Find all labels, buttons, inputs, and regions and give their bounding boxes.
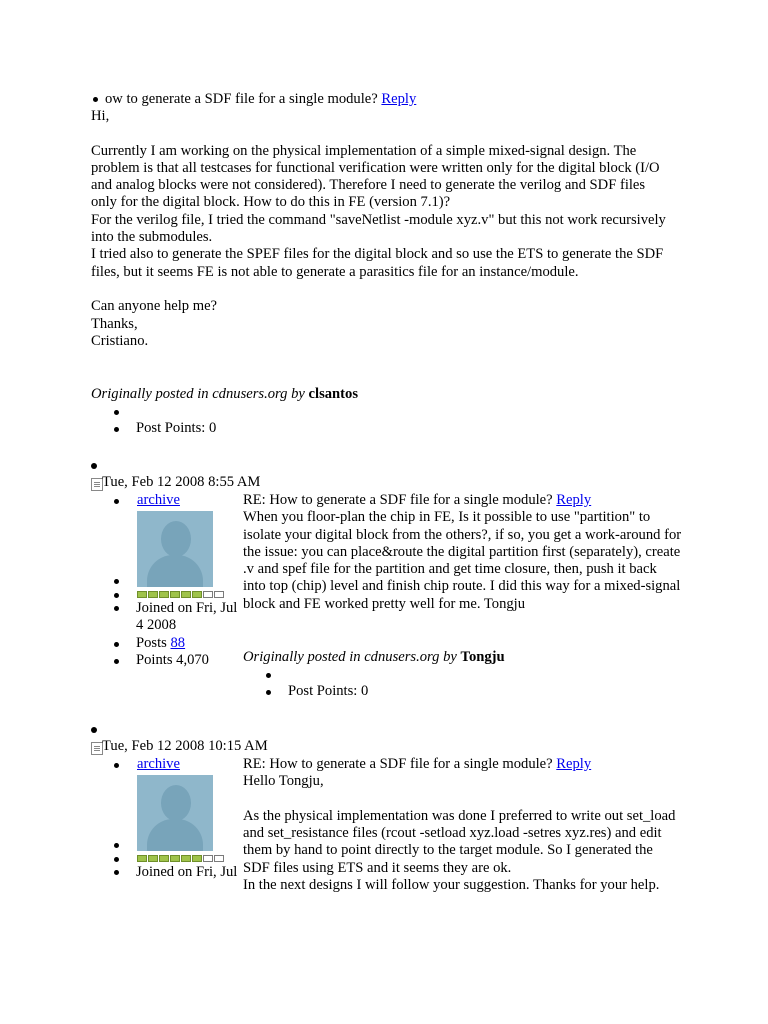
- list-bullet: [114, 593, 119, 598]
- post3-closing: In the next designs I will follow your suggestion. Thanks for your help.: [243, 877, 660, 894]
- post2-reply-link[interactable]: Reply: [556, 492, 592, 508]
- blank-line: [91, 125, 671, 142]
- post1-body: [91, 108, 671, 350]
- post1-attribution: [91, 386, 358, 403]
- list-bullet: [114, 427, 119, 432]
- post3-reply-link[interactable]: Reply: [556, 756, 592, 772]
- post2-posts-count-link[interactable]: 88: [170, 635, 186, 651]
- post3-body: As the physical implementation was done I preferred to write out set_load and set_resistance files (rcout -setload xyz.load -setres xyz.res) and edit them by hand to point directly to the target module. So I generated the SDF files using ETS and it seems they are ok.: [243, 807, 676, 876]
- post2-subject-line: [243, 492, 683, 509]
- post2-content: [243, 492, 683, 613]
- avatar-body-shape: [147, 819, 203, 851]
- blank-line: [91, 281, 671, 298]
- post3-content: [243, 756, 683, 894]
- post2-user-link[interactable]: archive: [137, 492, 180, 508]
- avatar-head-shape: [161, 521, 191, 557]
- post1-greeting: Hi,: [91, 108, 110, 124]
- post-bullet: [91, 463, 97, 469]
- list-bullet: [266, 690, 271, 695]
- list-bullet: [114, 870, 119, 875]
- avatar-head-shape: [161, 785, 191, 821]
- post2-subject: RE: How to generate a SDF file for a single module?: [243, 492, 553, 508]
- post2-points-total: Points 4,070: [136, 652, 209, 668]
- post2-rank-bar: [137, 591, 224, 597]
- blank-line: [243, 791, 683, 808]
- originally-posted-text: Originally posted in cdnusers.org by: [91, 386, 305, 402]
- originally-posted-text: Originally posted in cdnusers.org by: [243, 649, 457, 665]
- post3-joined: Joined on Fri, Jul: [136, 864, 238, 880]
- post2-date: Tue, Feb 12 2008 8:55 AM: [102, 474, 261, 490]
- list-bullet: [114, 857, 119, 862]
- post2-joined: Joined on Fri, Jul 4 2008: [136, 600, 238, 634]
- post-bullet: [93, 97, 98, 102]
- post2-body: When you floor-plan the chip in FE, Is it possible to use "partition" to isolate your digital block from the others?, if so, you get a work-around for the issue: you can place&route the digital partition first (separately), create .v and spef file for the partition and get time closure, then, push it back into top (chip) level and finish chip route. I did this way for a mixed-signal block and FE worked pretty well for me. Tongju: [243, 509, 682, 612]
- list-bullet: [266, 673, 271, 678]
- post2-post-points: Post Points: 0: [288, 683, 369, 699]
- list-bullet: [114, 410, 119, 415]
- post1-title: ow to generate a SDF file for a single module?: [105, 91, 378, 107]
- post2-author: Tongju: [460, 649, 505, 665]
- post-bullet: [91, 727, 97, 733]
- post2-avatar: [137, 511, 213, 587]
- post3-subject-line: [243, 756, 683, 773]
- list-bullet: [114, 579, 119, 584]
- post3-greeting: Hello Tongju,: [243, 773, 324, 790]
- post1-points: Post Points: 0: [136, 420, 217, 436]
- post3-subject: RE: How to generate a SDF file for a single module?: [243, 756, 553, 772]
- post2-attribution: [243, 649, 505, 666]
- list-bullet: [114, 499, 119, 504]
- list-bullet: [114, 642, 119, 647]
- post1-signature: Cristiano.: [91, 332, 149, 349]
- posts-label: Posts: [136, 635, 167, 651]
- list-bullet: [114, 843, 119, 848]
- post3-avatar: [137, 775, 213, 851]
- post1-paragraph: For the verilog file, I tried the command "saveNetlist -module xyz.v" but this not work recursively into the submodules.: [91, 211, 666, 246]
- post1-thanks: Thanks,: [91, 315, 138, 332]
- post3-user-link[interactable]: archive: [137, 756, 180, 772]
- avatar-body-shape: [147, 555, 203, 587]
- post3-rank-bar: [137, 855, 224, 861]
- list-bullet: [114, 763, 119, 768]
- post1-paragraph: I tried also to generate the SPEF files for the digital block and so use the ETS to generate the SDF files, but it seems FE is not able to generate a parasitics file for an instance/module.: [91, 246, 664, 280]
- list-bullet: [114, 659, 119, 664]
- post1-author: clsantos: [308, 386, 359, 402]
- list-bullet: [114, 606, 119, 611]
- post1-paragraph: Currently I am working on the physical implementation of a simple mixed-signal design. The problem is that all testcases for functional verification were written only for the digital block (I/O and analog blocks were not considered). Therefore I need to generate the verilog and SDF files only for the digital block. How to do this in FE (version 7.1)?: [91, 142, 660, 211]
- post3-date: Tue, Feb 12 2008 10:15 AM: [102, 738, 268, 754]
- post1-question: Can anyone help me?: [91, 298, 218, 315]
- post1-reply-link[interactable]: Reply: [381, 91, 417, 107]
- post1-header: [105, 91, 705, 108]
- post2-posts: [136, 635, 185, 652]
